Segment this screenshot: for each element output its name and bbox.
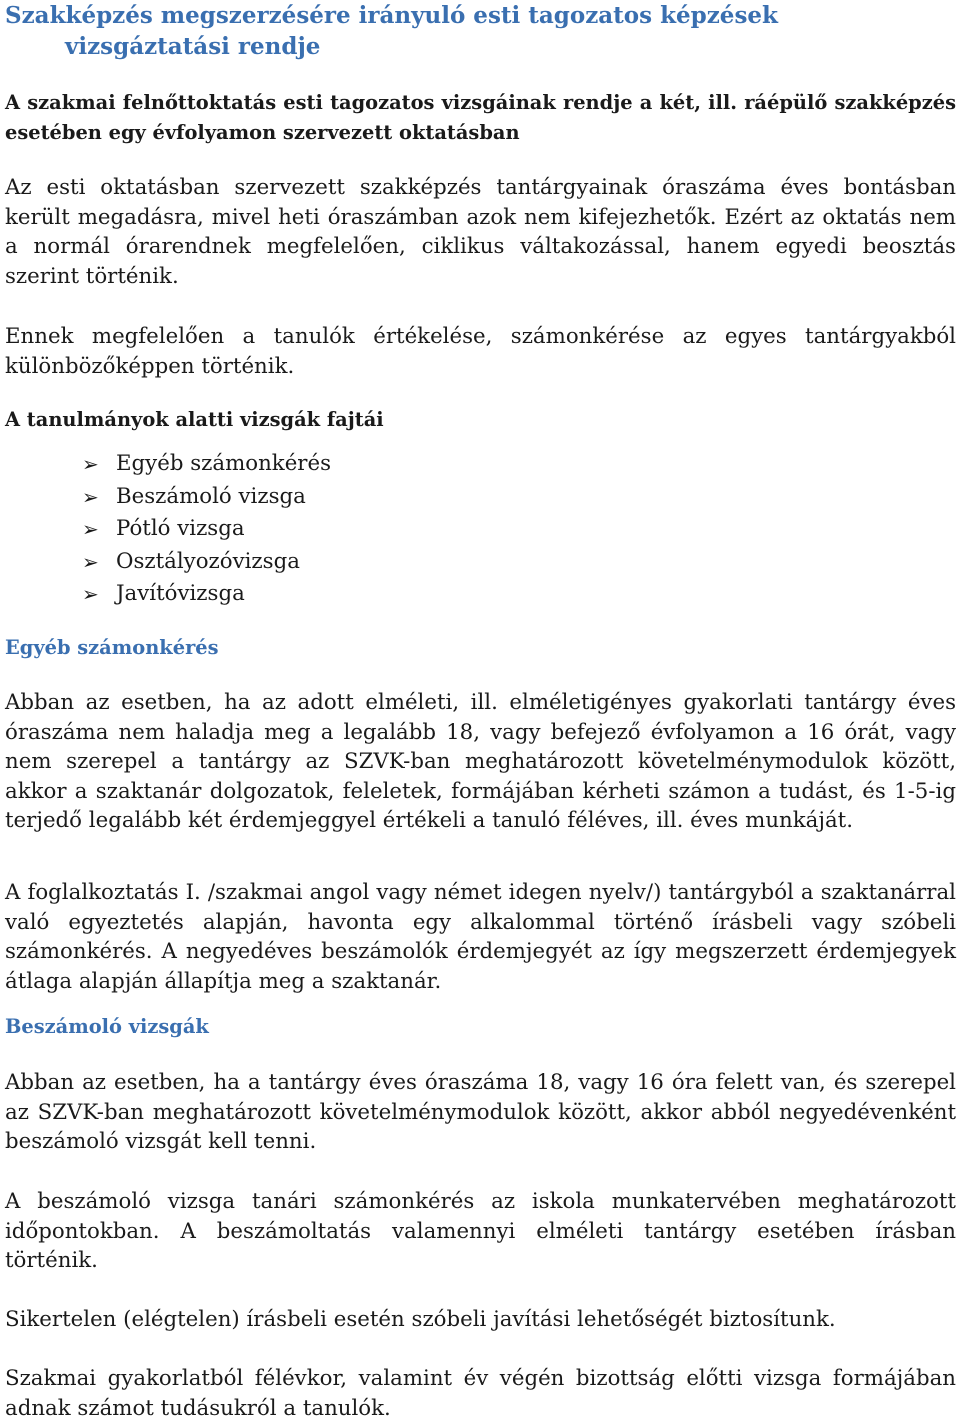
section-heading: A szakmai felnőttoktatás esti tagozatos vizsgáinak rendje a két, ill. ráépülő szakképzés esetében egy évfolyamon szervezett oktatásban bbox=[5, 91, 956, 144]
other-assessment-heading: Egyéb számonkérés bbox=[5, 636, 219, 659]
document-title-line-2: vizsgáztatási rendje bbox=[65, 33, 321, 60]
report-exams-paragraph-3: Sikertelen (elégtelen) írásbeli esetén szóbeli javítási lehetőségét biztosítunk. bbox=[5, 1307, 836, 1332]
list-item bbox=[82, 546, 331, 579]
list-item bbox=[82, 481, 331, 514]
list-item bbox=[82, 448, 331, 481]
assessment-paragraph: Ennek megfelelően a tanulók értékelése, számonkérése az egyes tantárgyakból különbözőképpen történik. bbox=[5, 324, 956, 379]
exam-types-heading: A tanulmányok alatti vizsgák fajtái bbox=[5, 408, 384, 431]
list-item-label: Javítóvizsga bbox=[116, 581, 245, 607]
list-item-label: Egyéb számonkérés bbox=[116, 451, 332, 476]
report-exams-paragraph-2: A beszámoló vizsga tanári számonkérés az iskola munkatervében meghatározott időpontokban. A beszámoltatás valamennyi elméleti tantárgy esetében írásban történik. bbox=[5, 1189, 956, 1274]
document-title bbox=[5, 0, 956, 62]
list-item-label: Osztályozóvizsga bbox=[116, 548, 300, 574]
list-item bbox=[82, 578, 331, 611]
other-assessment-paragraph-1: Abban az esetben, ha az adott elméleti, ill. elméletigényes gyakorlati tantárgy éves óraszáma nem haladja meg a legalább 18, vagy befejező évfolyamon a 16 órát, vagy nem szerepel a tantárgy az SZVK-ban meghatározott követelménymodulok között, akkor a szaktanár dolgozatok, feleletek, formájában kérheti számon a tudást, és 1-5-ig terjedő legalább két érdemjeggyel értékeli a tanuló féléves, ill. éves munkáját. bbox=[5, 690, 956, 834]
arrowhead-bullet-icon: ➢ bbox=[82, 452, 99, 476]
arrowhead-bullet-icon: ➢ bbox=[82, 517, 99, 542]
arrowhead-bullet-icon: ➢ bbox=[82, 549, 99, 574]
report-exams-paragraph-1: Abban az esetben, ha a tantárgy éves óraszáma 18, vagy 16 óra felett van, és szerepel az SZVK-ban meghatározott követelménymodulok között, akkor abból negyedévenként beszámoló vizsgát kell tenni. bbox=[5, 1070, 956, 1155]
list-item bbox=[82, 513, 331, 546]
list-item-label: Beszámoló vizsga bbox=[116, 483, 306, 509]
intro-paragraph: Az esti oktatásban szervezett szakképzés tantárgyainak óraszáma éves bontásban került megadásra, mivel heti óraszámban azok nem kifejezhetők. Ezért az oktatás nem a normál órarendnek megfelelően, ciklikus váltakozással, hanem egyedi beosztás szerint történik. bbox=[5, 175, 956, 289]
report-exams-heading: Beszámoló vizsgák bbox=[5, 1015, 209, 1038]
document-title-line-1: Szakképzés megszerzésére irányuló esti tagozatos képzések bbox=[5, 2, 778, 29]
arrowhead-bullet-icon: ➢ bbox=[82, 484, 99, 509]
list-item-label: Pótló vizsga bbox=[116, 516, 245, 542]
arrowhead-bullet-icon: ➢ bbox=[82, 582, 99, 607]
exam-types-list bbox=[82, 448, 331, 611]
other-assessment-paragraph-2: A foglalkoztatás I. /szakmai angol vagy német idegen nyelv/) tantárgyból a szaktanárral való egyeztetés alapján, havonta egy alkalommal történő írásbeli vagy szóbeli számonkérés. A negyedéves beszámolók érdemjegyét az így megszerzett érdemjegyek átlaga alapján állapítja meg a szaktanár. bbox=[5, 880, 956, 994]
report-exams-paragraph-4: Szakmai gyakorlatból félévkor, valamint év végén bizottság előtti vizsga formájában adnak számot tudásukról a tanulók. bbox=[5, 1366, 956, 1421]
